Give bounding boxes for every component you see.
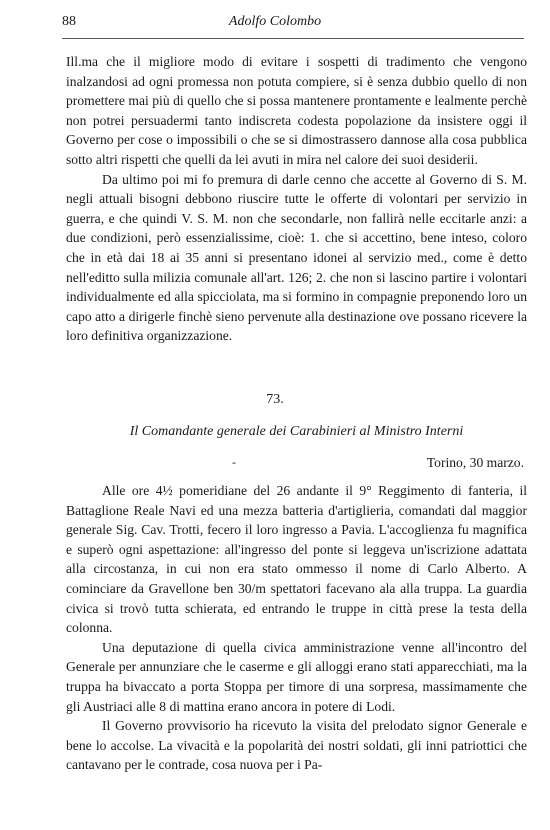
document-body bbox=[66, 481, 527, 775]
document-title: Il Comandante generale dei Carabinieri al Ministro Interni bbox=[129, 424, 464, 439]
paragraph: Ill.ma che il migliore modo di evitare i sospetti di tradimento che vengono inalzandosi ad ogni promessa non potuta compiere, si è senza dubbio quello di non promettere mai più di quello che si possa mantenere prontamente e lealmente perchè non potrei persuadermi tanto indiscreta codesta popolazione da insistere oggi il Governo per cose o impossibili o che se si dimostrassero dannose alla cosa pubblica sotto altri rispetti che quelli da lei avuti in mira nel calore dei suoi desiderii. bbox=[66, 54, 527, 167]
separator-dash: - bbox=[232, 455, 236, 469]
paragraph: Alle ore 4½ pomeridiane del 26 andante il 9° Reggimento di fanteria, il Battaglione Reale Navi ed una mezza batteria d'artiglieria, comandati dal maggior generale Sig. Cav. Trotti, fecero il loro ingresso a Pavia. L'accoglienza fu magnifica e superò ogni aspettazione: all'ingresso del ponte si leggeva un'iscrizione adattata alla circostanza, in cui non era stato ommesso il nome di Carlo Alberto. A cominciare da Gravellone ben 30/m spettatori facevano ala alla truppa. La guardia civica si trovò tutta schierata, ed entrando le truppe in città prese la testa della colonna. bbox=[66, 483, 527, 636]
paragraph: Da ultimo poi mi fo premura di darle cenno che accette al Governo di S. M. negli attuali bisogni debbono riuscire tutte le offerte di volontari per servizio in guerra, e che quindi V. S. M. non che secondarle, non fallirà nelle eccitarle anzi: a due condizioni, però essenzialissime, cioè: 1. che si accettino, bene inteso, coloro che in età dai 18 ai 35 anni si presentano idonei al servizio med., come è detto nell'editto sulla milizia comunale all'art. 126; 2. che non si lascino partire i volontari individualmente ed alla spicciolata, ma si formino in compagnie preponendo loro un capo atto a dirigerle finchè sieno pervenute alla destinazione ove possano ricevere la loro definitiva organizzazione. bbox=[66, 171, 527, 344]
page-number: 88 bbox=[62, 14, 76, 29]
document-number: 73. bbox=[266, 392, 284, 407]
paragraph: Il Governo provvisorio ha ricevuto la visita del prelodato signor Generale e bene lo accolse. La vivacità e la popolarità dei nostri soldati, gli inni patriottici che cantavano per le contrade, cosa nuova per i Pa- bbox=[66, 718, 527, 773]
paragraph: Una deputazione di quella civica amministrazione venne all'incontro del Generale per annunziare che le caserme e gli alloggi erano stati apparecchiati, ma la truppa ha bivaccato a porta Stoppa per timore di una sorpresa, massimamente che gli Austriaci alle 8 di mattina erano ancora in potere di Lodi. bbox=[66, 639, 527, 714]
dateline: Torino, 30 marzo. bbox=[426, 455, 524, 470]
header-rule bbox=[62, 38, 524, 39]
running-head: Adolfo Colombo bbox=[228, 14, 322, 29]
letter-continuation bbox=[66, 52, 527, 346]
